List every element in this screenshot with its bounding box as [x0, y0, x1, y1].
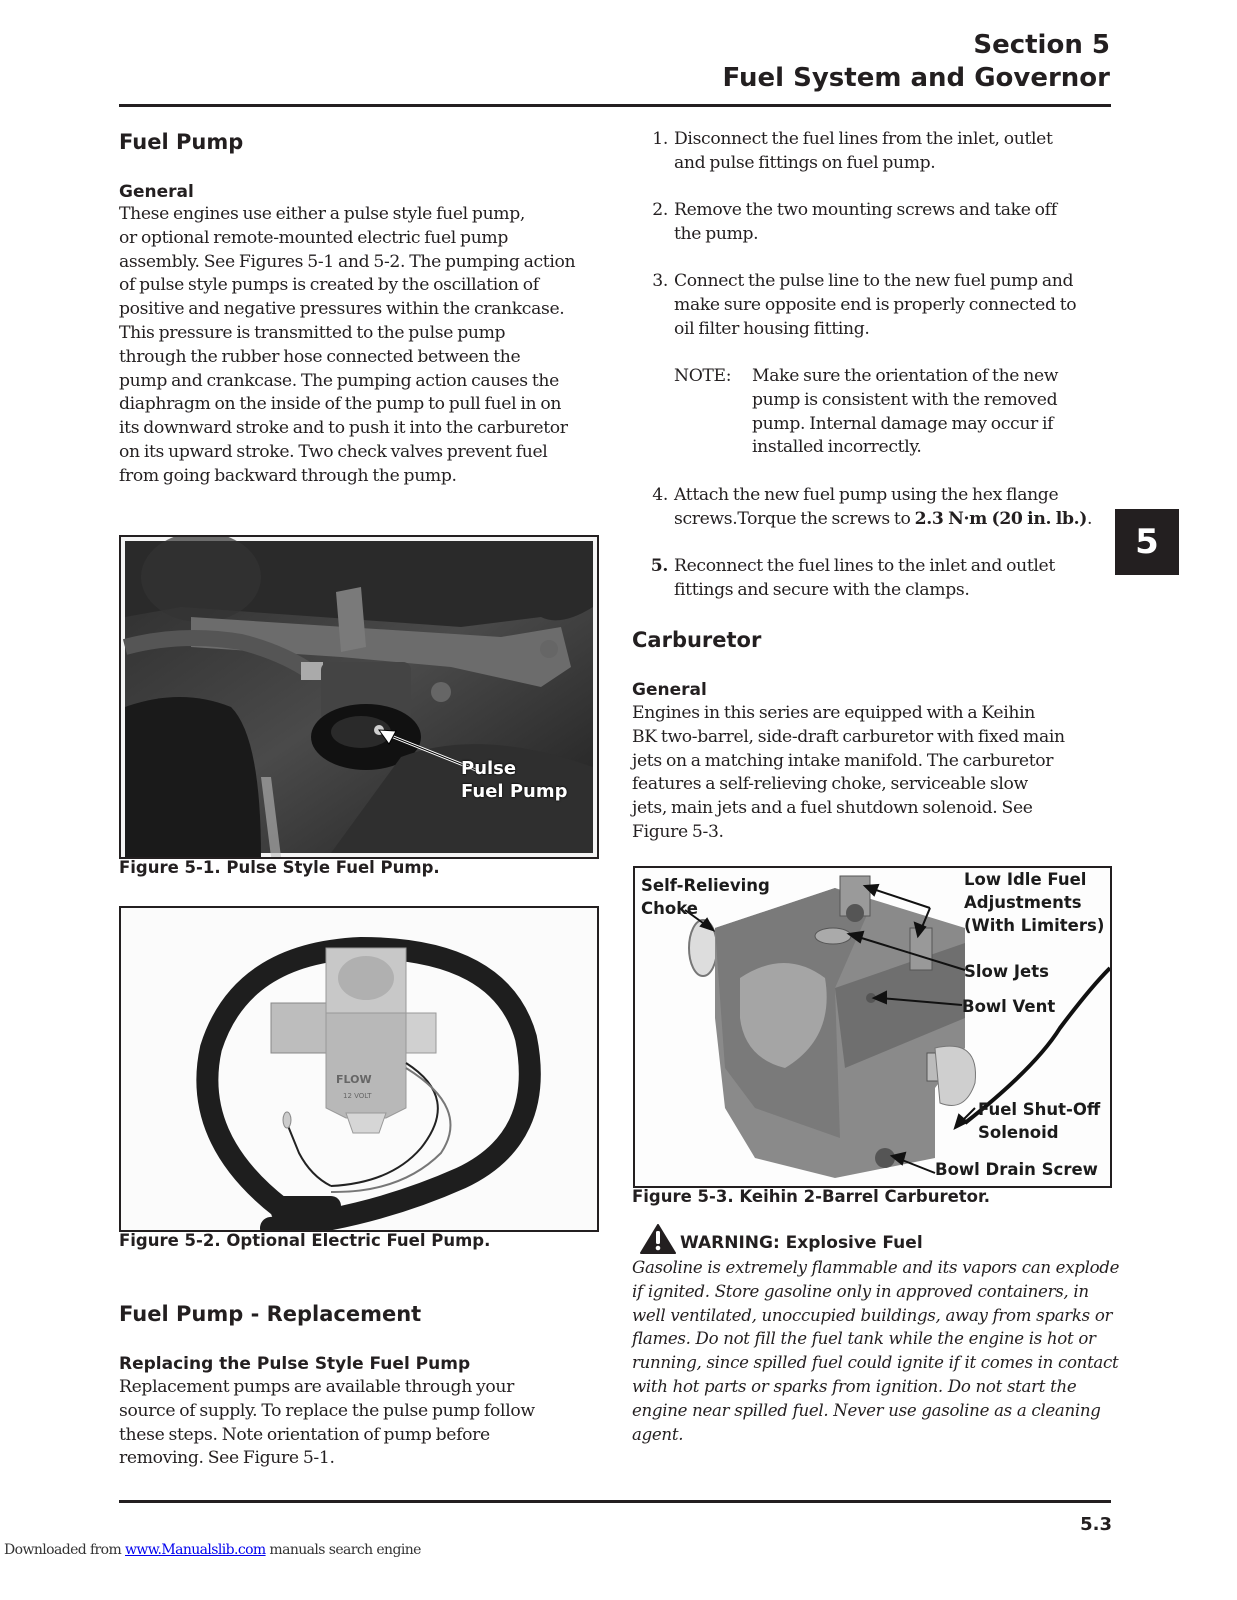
label-bowl-drain-screw: Bowl Drain Screw	[935, 1160, 1098, 1179]
volt-marking: 12 VOLT	[343, 1092, 372, 1100]
text-line: from going backward through the pump.	[119, 465, 457, 486]
text-line: and pulse fittings on fuel pump.	[674, 152, 936, 173]
carburetor-heading: Carburetor	[632, 628, 762, 652]
figure-5-1-caption: Figure 5-1. Pulse Style Fuel Pump.	[119, 858, 440, 877]
text-line: source of supply. To replace the pulse pump follow	[119, 1400, 535, 1421]
text-line: on its upward stroke. Two check valves prevent fuel	[119, 441, 548, 462]
text-line: positive and negative pressures within the crankcase.	[119, 299, 565, 320]
text-line: Gasoline is extremely flammable and its vapors can explode	[632, 1258, 1120, 1277]
warning-title: WARNING: Explosive Fuel	[680, 1233, 923, 1253]
figure-5-2-caption: Figure 5-2. Optional Electric Fuel Pump.	[119, 1231, 491, 1250]
note-text	[752, 365, 1112, 460]
figure-5-3-photo	[633, 866, 1112, 1188]
text-line: these steps. Note orientation of pump before	[119, 1424, 490, 1445]
replacement-steps	[640, 128, 1110, 608]
page-number: 5.3	[1080, 1514, 1112, 1535]
label-line: Choke	[641, 899, 698, 918]
text-line: Connect the pulse line to the new fuel pump and	[674, 271, 1074, 291]
fuel-pump-heading: Fuel Pump	[119, 130, 244, 154]
label-self-relieving-choke	[641, 874, 770, 920]
text-line: flames. Do not fill the fuel tank while the engine is hot or	[632, 1329, 1096, 1349]
label-line: Fuel Pump	[461, 781, 568, 802]
label-line: Fuel Shut-Off	[978, 1100, 1101, 1119]
text-run: .	[1087, 508, 1093, 529]
text-line: BK two-barrel, side-draft carburetor with fixed main	[632, 726, 1065, 747]
text-line: the pump.	[674, 223, 759, 244]
step-number: 1.	[652, 129, 668, 149]
text-line: agent.	[632, 1424, 684, 1444]
label-line: Solenoid	[978, 1123, 1059, 1142]
figure-5-1-label	[461, 757, 568, 803]
text-line	[674, 508, 1114, 532]
text-line: Make sure the orientation of the new	[752, 366, 1059, 386]
download-prefix: Downloaded from	[4, 1542, 125, 1558]
text-line: Figure 5-3.	[632, 821, 724, 842]
warning-triangle-icon	[640, 1224, 676, 1254]
text-line: removing. See Figure 5-1.	[119, 1448, 335, 1469]
figure-5-3-caption: Figure 5-3. Keihin 2-Barrel Carburetor.	[632, 1187, 991, 1206]
replacing-pulse-pump-subheading: Replacing the Pulse Style Fuel Pump	[119, 1354, 471, 1374]
text-line: if ignited. Store gasoline only in approved containers, in	[632, 1281, 1089, 1301]
text-line: jets, main jets and a fuel shutdown solenoid. See	[632, 798, 1033, 819]
carburetor-general-text	[632, 702, 1122, 845]
text-line: installed incorrectly.	[752, 437, 922, 458]
text-line: of pulse style pumps is created by the oscillation of	[119, 275, 539, 296]
text-line: assembly. See Figures 5-1 and 5-2. The pumping action	[119, 251, 576, 272]
replacement-heading: Fuel Pump - Replacement	[119, 1302, 422, 1326]
step-text	[674, 555, 1114, 603]
carburetor-general-subheading: General	[632, 680, 707, 700]
text-line: pump. Internal damage may occur if	[752, 413, 1054, 434]
label-slow-jets: Slow Jets	[964, 962, 1049, 981]
label-line: (With Limiters)	[964, 916, 1105, 935]
step-text	[674, 270, 1114, 341]
text-line: Replacement pumps are available through your	[119, 1377, 514, 1397]
section-number: Section 5	[973, 30, 1110, 60]
replacement-text	[119, 1376, 619, 1471]
step-text	[674, 128, 1114, 176]
section-tab: 5	[1115, 509, 1179, 575]
header-rule	[119, 104, 1111, 107]
text-line: These engines use either a pulse style fuel pump,	[119, 204, 525, 224]
label-line: Adjustments	[964, 893, 1082, 912]
text-line: pump and crankcase. The pumping action causes the	[119, 370, 559, 391]
figure-5-1-photo	[119, 535, 599, 859]
label-bowl-vent: Bowl Vent	[962, 997, 1056, 1016]
text-line: jets on a matching intake manifold. The carburetor	[632, 750, 1054, 771]
label-line: Pulse	[461, 758, 517, 779]
note-label: NOTE:	[674, 366, 732, 386]
download-suffix: manuals search engine	[265, 1542, 421, 1558]
step-text	[674, 484, 1114, 532]
text-line: through the rubber hose connected between the	[119, 346, 521, 367]
text-line: engine near spilled fuel. Never use gasoline as a cleaning	[632, 1400, 1101, 1420]
text-line: well ventilated, unoccupied buildings, away from sparks or	[632, 1305, 1113, 1325]
text-line: Disconnect the fuel lines from the inlet, outlet	[674, 129, 1053, 149]
text-run: screws.Torque the screws to	[674, 508, 915, 529]
footer-rule	[119, 1500, 1111, 1503]
text-line: Remove the two mounting screws and take off	[674, 200, 1057, 220]
text-line: Engines in this series are equipped with a Keihin	[632, 703, 1035, 723]
text-line: oil filter housing fitting.	[674, 318, 870, 339]
text-line: This pressure is transmitted to the pulse pump	[119, 322, 506, 343]
section-title: Fuel System and Governor	[722, 63, 1110, 93]
label-line: Self-Relieving	[641, 876, 770, 895]
step-text	[674, 199, 1114, 247]
flow-marking: FLOW	[336, 1073, 372, 1086]
label-fuel-shutoff-solenoid	[978, 1098, 1100, 1144]
step-number: 2.	[652, 200, 668, 220]
figure-5-2-photo	[119, 906, 599, 1232]
text-line: or optional remote-mounted electric fuel pump	[119, 227, 509, 248]
download-notice	[4, 1542, 421, 1558]
electric-fuel-pump-photo	[121, 908, 597, 1230]
text-line: its downward stroke and to push it into the carburetor	[119, 418, 568, 439]
step-number: 5.	[650, 556, 668, 576]
text-line: running, since spilled fuel could ignite if it comes in contact	[632, 1353, 1119, 1373]
text-line: diaphragm on the inside of the pump to pull fuel in on	[119, 394, 562, 415]
torque-value: 2.3 N·m (20 in. lb.)	[914, 508, 1088, 529]
text-line: make sure opposite end is properly connected to	[674, 294, 1077, 315]
pulse-fuel-pump-photo	[121, 537, 597, 857]
fuel-pump-general-text	[119, 203, 619, 489]
text-line: pump is consistent with the removed	[752, 389, 1058, 410]
label-line: Low Idle Fuel	[964, 870, 1087, 889]
step-number: 4.	[652, 485, 668, 505]
text-line: fittings and secure with the clamps.	[674, 579, 970, 600]
text-line: with hot parts or sparks from ignition. Do not start the	[632, 1376, 1077, 1396]
label-low-idle-fuel-adjustments	[964, 868, 1104, 937]
warning-text	[632, 1256, 1132, 1446]
step-number: 3.	[652, 271, 668, 291]
general-subheading: General	[119, 182, 194, 202]
text-line: features a self-relieving choke, serviceable slow	[632, 774, 1028, 795]
manualslib-link[interactable]: www.Manualslib.com	[125, 1542, 266, 1558]
text-line: Attach the new fuel pump using the hex flange	[674, 485, 1059, 505]
text-line: Reconnect the fuel lines to the inlet and outlet	[674, 556, 1055, 576]
